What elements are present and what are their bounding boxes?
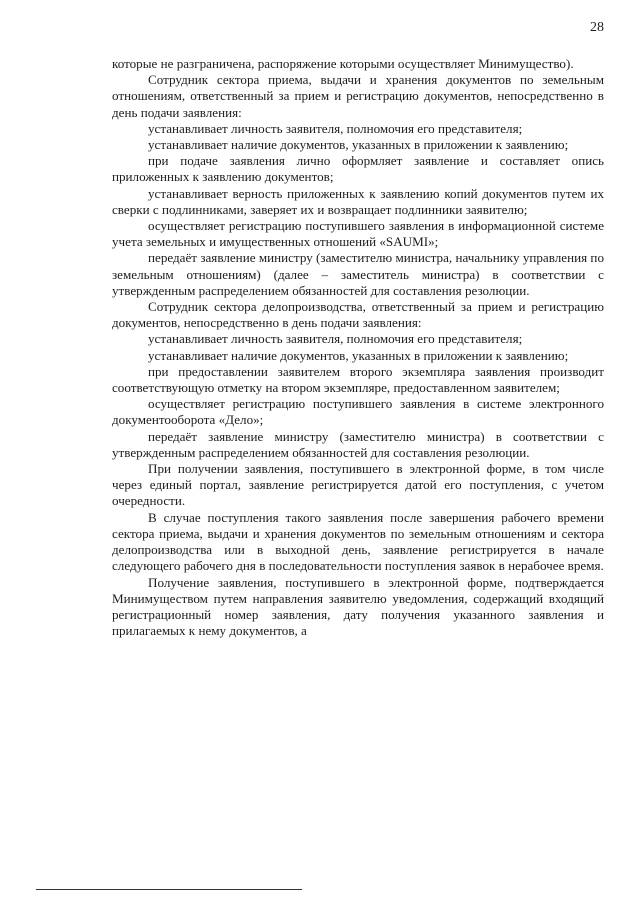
body-text [112,56,604,639]
paragraph: устанавливает личность заявителя, полномочия его представителя; [148,331,523,347]
paragraph: устанавливает наличие документов, указанных в приложении к заявлению; [148,137,569,153]
paragraph: устанавливает верность приложенных к заявлению копий документов путем их сверки с подлинниками, заверяет их и возвращает подлинники заявителю; [112,185,604,217]
paragraph: при предоставлении заявителем второго экземпляра заявления производит соответствующую отметку на втором экземпляре, предоставленном заявителем; [112,363,604,396]
footer-rule [36,889,302,890]
paragraph: осуществляет регистрацию поступившего заявления в системе электронного документооборота «Дело»; [112,396,604,428]
paragraph: устанавливает личность заявителя, полномочия его представителя; [148,120,523,136]
paragraph: устанавливает наличие документов, указанных в приложении к заявлению; [148,347,569,363]
paragraph: которые не разграничена, распоряжение которыми осуществляет Минимущество). [112,56,574,71]
page-number: 28 [590,20,604,35]
paragraph: передаёт заявление министру (заместителю министра) в соответствии с утвержденным распределением обязанностей для составления резолюции. [112,428,604,460]
paragraph: В случае поступления такого заявления после завершения рабочего времени сектора приема, выдачи и хранения документов по земельным отношениям и сектора делопроизводства или в выходной день, заявление регистрируется в начале следующего рабочего дня в последовательности поступления заявок в нерабочее время. [112,509,604,574]
paragraph: при подаче заявления лично оформляет заявление и составляет опись приложенных к заявлению документов; [112,153,604,185]
paragraph: передаёт заявление министру (заместителю министра, начальнику управления по земельным отношениям) (далее – заместитель министра) в соответствии с утвержденным распределением обязанностей для составления резолюции. [112,250,604,298]
paragraph: осуществляет регистрацию поступившего заявления в информационной системе учета земельных и имущественных отношений «SAUMI»; [112,218,604,250]
paragraph: Сотрудник сектора делопроизводства, ответственный за прием и регистрацию документов, непосредственно в день подачи заявления: [112,299,604,331]
paragraph: Получение заявления, поступившего в электронной форме, подтверждается Минимуществом путем направления заявителю уведомления, содержащий входящий регистрационный номер заявления, дату получения указанного заявления и прилагаемых к нему документов, а [112,574,604,639]
paragraph: Сотрудник сектора приема, выдачи и хранения документов по земельным отношениям, ответственный за прием и регистрацию документов, непосредственно в день подачи заявления: [112,72,604,120]
paragraph: При получении заявления, поступившего в электронной форме, в том числе через единый портал, заявление регистрируется датой его поступления, с учетом очередности. [112,461,604,509]
